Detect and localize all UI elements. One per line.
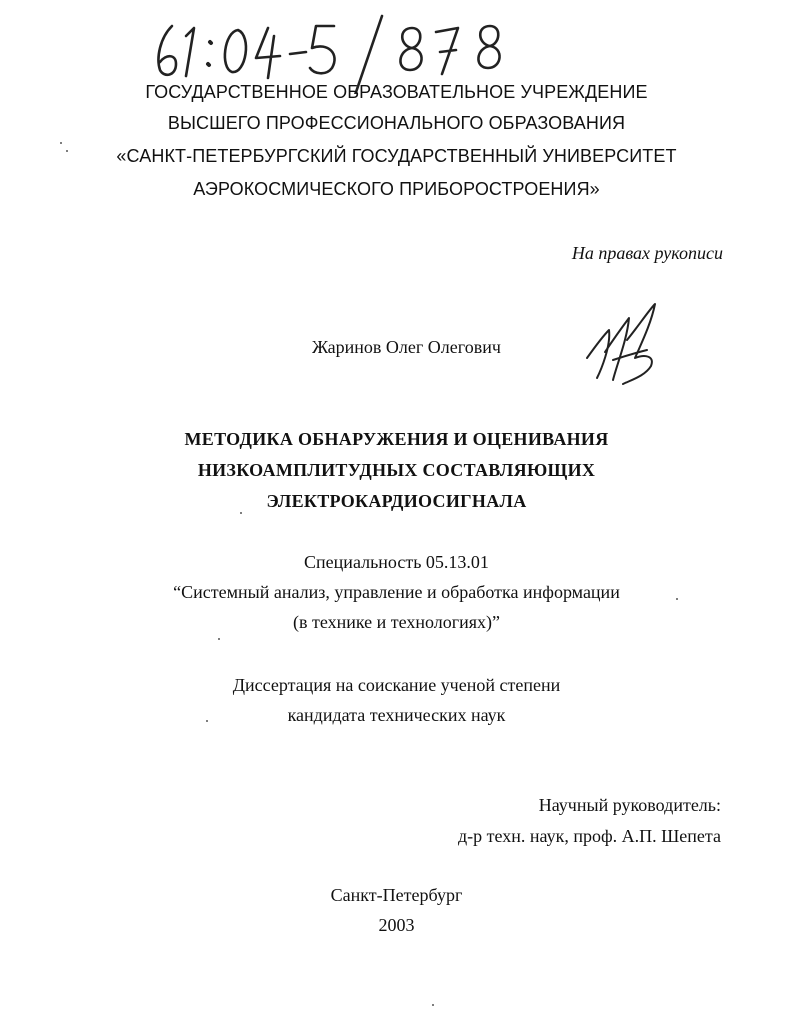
supervisor-name: д-р техн. наук, проф. А.П. Шепета: [458, 826, 721, 846]
institution-line-3: «САНКТ-ПЕТЕРБУРГСКИЙ ГОСУДАРСТВЕННЫЙ УНИВЕРСИТЕТ: [116, 146, 677, 166]
scan-speck: [206, 720, 208, 722]
year: 2003: [378, 915, 415, 935]
dissertation-title-line-2: НИЗКОАМПЛИТУДНЫХ СОСТАВЛЯЮЩИХ: [197, 460, 596, 480]
scan-speck: [432, 1004, 434, 1006]
specialty-name-line-2: (в технике и технологиях)”: [292, 612, 501, 632]
scan-speck: [676, 598, 678, 600]
author-name: Жаринов Олег Олегович: [312, 337, 501, 357]
degree-line-2: кандидата технических наук: [287, 705, 506, 725]
rights-note: На правах рукописи: [571, 243, 723, 263]
specialty-name-line-1: “Системный анализ, управление и обработка информации: [173, 582, 620, 602]
institution-line-2: ВЫСШЕГО ПРОФЕССИОНАЛЬНОГО ОБРАЗОВАНИЯ: [167, 113, 626, 133]
degree-line-1: Диссертация на соискание ученой степени: [232, 675, 561, 695]
supervisor-label: Научный руководитель:: [538, 795, 721, 815]
scan-speck: [240, 512, 242, 514]
scan-speck: [218, 638, 220, 640]
dissertation-title-line-1: МЕТОДИКА ОБНАРУЖЕНИЯ И ОЦЕНИВАНИЯ: [184, 429, 609, 449]
institution-line-1: ГОСУДАРСТВЕННОЕ ОБРАЗОВАТЕЛЬНОЕ УЧРЕЖДЕНИЕ: [145, 82, 648, 102]
specialty-code: Специальность 05.13.01: [304, 552, 489, 572]
author-signature: [583, 300, 663, 390]
scan-speck: [60, 142, 62, 144]
scan-speck: [66, 150, 68, 152]
institution-line-4: АЭРОКОСМИЧЕСКОГО ПРИБОРОСТРОЕНИЯ»: [193, 179, 600, 199]
city: Санкт-Петербург: [330, 885, 463, 905]
dissertation-title-line-3: ЭЛЕКТРОКАРДИОСИГНАЛА: [266, 491, 527, 511]
